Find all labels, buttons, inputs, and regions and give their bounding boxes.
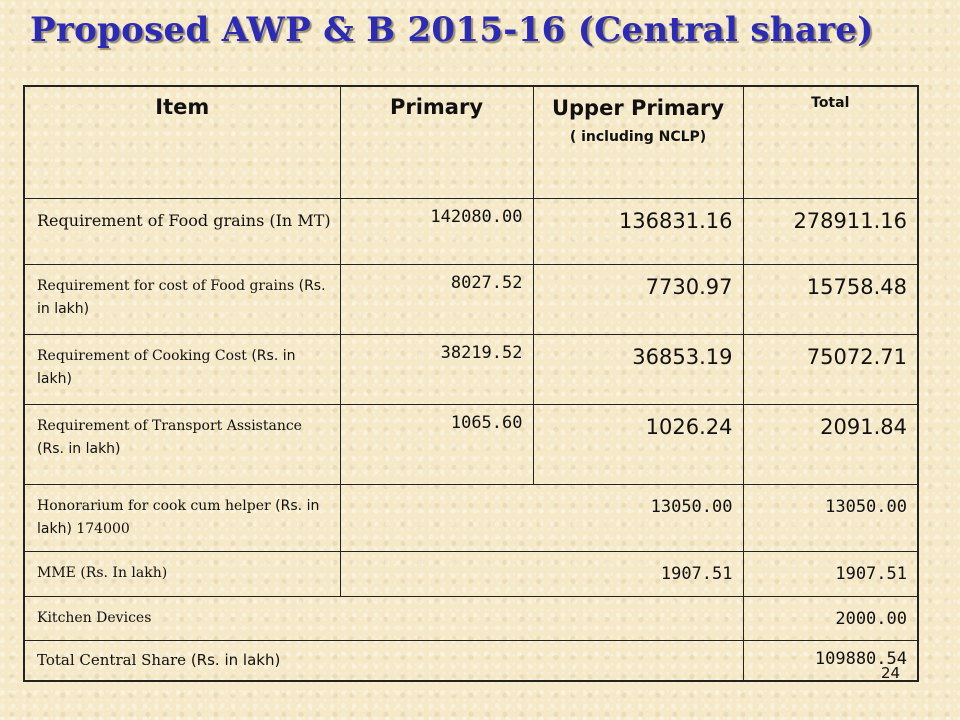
primary-value: 38219.52	[340, 335, 533, 405]
upper-primary-value: 1026.24	[533, 405, 743, 485]
merged-value: 1907.51	[340, 552, 743, 597]
row-label: Requirement of Transport Assistance (Rs. in lakh)	[24, 405, 340, 485]
total-value: 75072.71	[743, 335, 918, 405]
header-upper-primary-label: Upper Primary	[551, 96, 725, 120]
primary-value: 8027.52	[340, 265, 533, 335]
upper-primary-value: 136831.16	[533, 199, 743, 265]
total-value: 1907.51	[743, 552, 918, 597]
row-label: Honorarium for cook cum helper (Rs. in lakh) 174000	[24, 485, 340, 552]
table-row	[24, 485, 918, 552]
page-title: Proposed AWP & B 2015-16 (Central share)	[30, 10, 874, 50]
table-row	[24, 641, 918, 681]
table-row	[24, 405, 918, 485]
row-label: Total Central Share (Rs. in lakh)	[24, 641, 743, 681]
total-value: 15758.48	[743, 265, 918, 335]
header-total: Total	[743, 86, 918, 199]
total-value: 13050.00	[743, 485, 918, 552]
header-upper-primary	[533, 86, 743, 199]
row-label: Requirement of Cooking Cost (Rs. in lakh)	[24, 335, 340, 405]
header-item: Item	[24, 86, 340, 199]
total-value: 278911.16	[743, 199, 918, 265]
table-row	[24, 265, 918, 335]
total-value: 109880.54	[743, 641, 918, 681]
page-number: 24	[881, 664, 901, 682]
row-label: MME (Rs. In lakh)	[24, 552, 340, 597]
total-value: 2091.84	[743, 405, 918, 485]
total-value: 2000.00	[743, 597, 918, 641]
primary-value: 1065.60	[340, 405, 533, 485]
upper-primary-value: 36853.19	[533, 335, 743, 405]
row-label: Requirement of Food grains (In MT)	[24, 199, 340, 265]
upper-primary-value: 7730.97	[533, 265, 743, 335]
merged-value: 13050.00	[340, 485, 743, 552]
header-primary: Primary	[340, 86, 533, 199]
table-row	[24, 199, 918, 265]
primary-value: 142080.00	[340, 199, 533, 265]
table-row	[24, 552, 918, 597]
header-row	[24, 86, 918, 199]
table-row	[24, 597, 918, 641]
table-row	[24, 335, 918, 405]
awp-table	[23, 85, 919, 682]
row-label: Kitchen Devices	[24, 597, 743, 641]
row-label: Requirement for cost of Food grains (Rs. in lakh)	[24, 265, 340, 335]
header-upper-primary-note: ( including NCLP)	[569, 129, 707, 145]
